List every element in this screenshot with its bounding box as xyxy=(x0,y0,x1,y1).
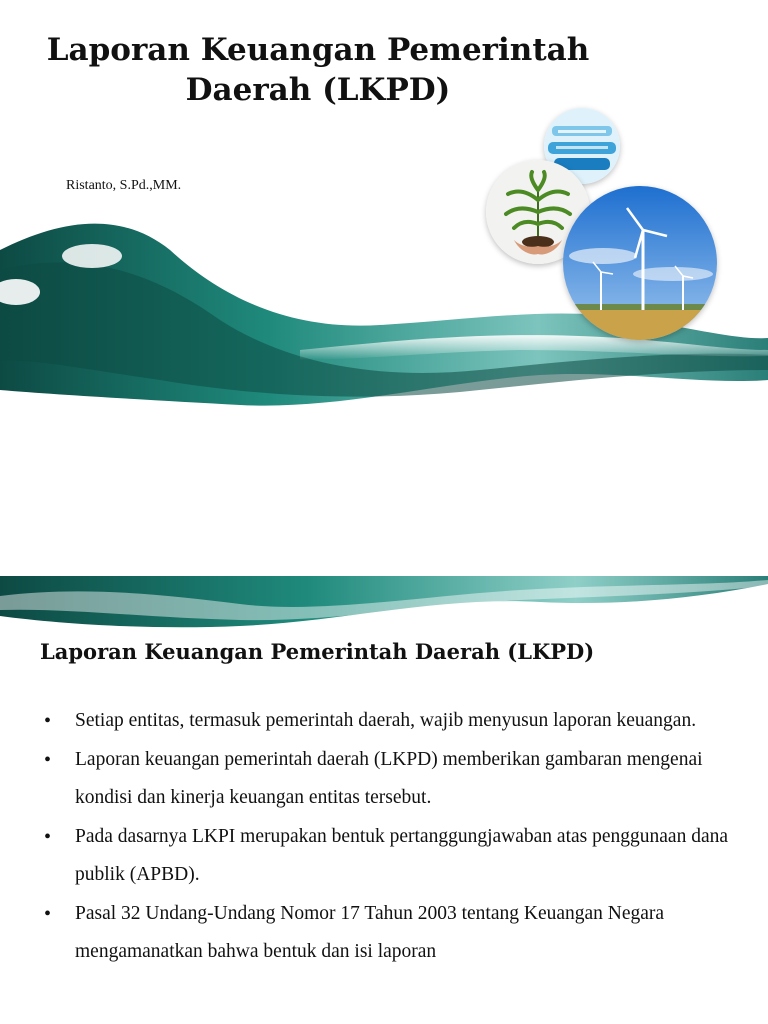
bullet-item: • Pada dasarnya LKPI merupakan bentuk pertanggungjawaban atas penggunaan dana publik (APBD). xyxy=(40,818,730,895)
bullet-item: • Setiap entitas, termasuk pemerintah daerah, wajib menyusun laporan keuangan. xyxy=(40,702,730,741)
content-slide xyxy=(0,576,768,1024)
content-heading: Laporan Keuangan Pemerintah Daerah (LKPD) xyxy=(40,639,595,664)
bullet-item: • Pasal 32 Undang-Undang Nomor 17 Tahun 2003 tentang Keuangan Negara mengamanatkan bahwa bentuk dan isi laporan xyxy=(40,895,730,972)
bullet-item: • Laporan keuangan pemerintah daerah (LKPD) memberikan gambaran mengenai kondisi dan kinerja keuangan entitas tersebut. xyxy=(40,741,730,818)
decorative-wave xyxy=(0,576,768,632)
slide-title-line-2: Daerah (LKPD) xyxy=(185,72,451,108)
wave-highlight xyxy=(62,244,122,268)
author-name: Ristanto, S.Pd.,MM. xyxy=(66,178,182,193)
wind-turbines-photo xyxy=(563,186,717,340)
slide-title xyxy=(38,30,598,110)
slide-title-line-1: Laporan Keuangan Pemerintah xyxy=(46,32,590,68)
bullet-list xyxy=(40,702,730,972)
